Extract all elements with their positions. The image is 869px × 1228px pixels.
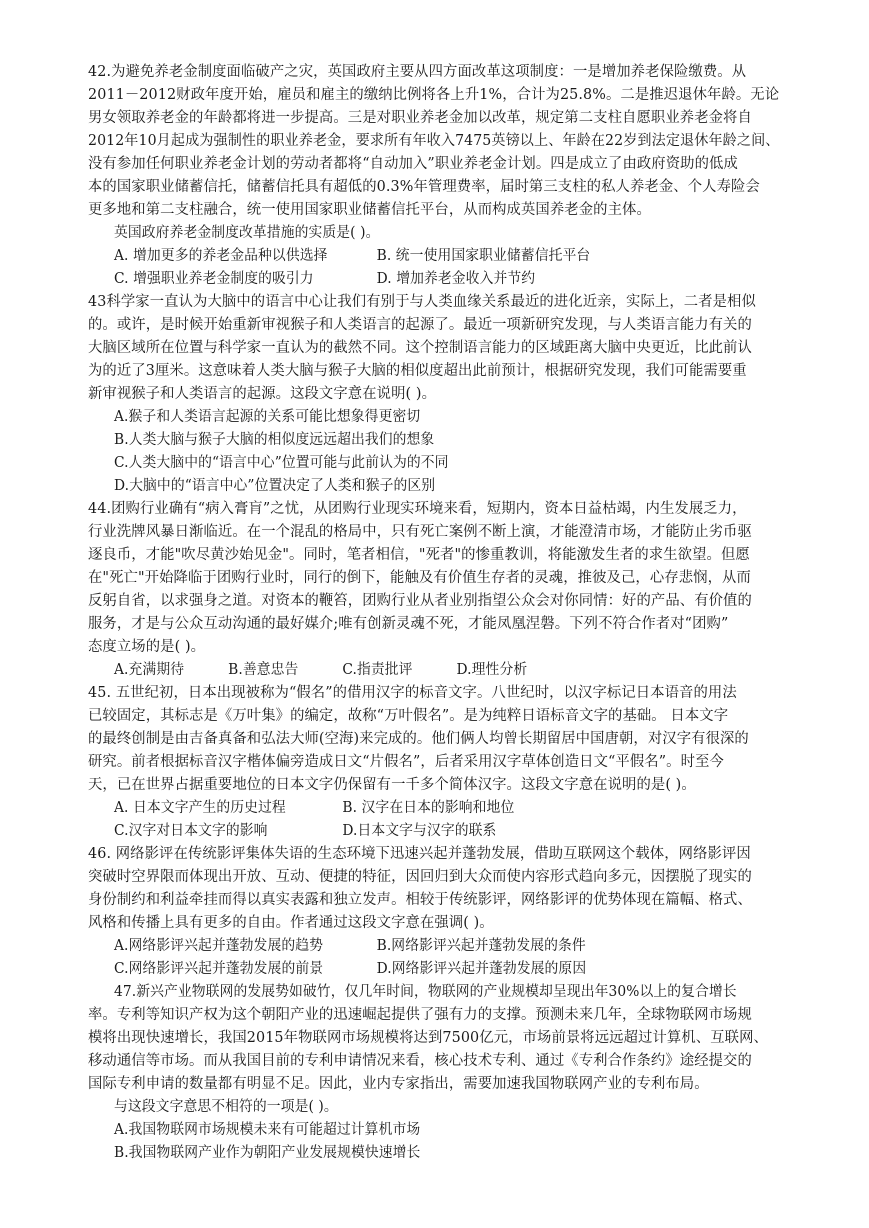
q46-option-c: C.网络影评兴起并蓬勃发展的前景: [114, 961, 324, 977]
q44-line: 服务，才是与公众互动沟通的最好媒介;唯有创新灵魂不死，才能凤凰涅磐。下列不符合作者对“团购”: [88, 616, 729, 632]
q42-option-c: C. 增强职业养老金制度的吸引力: [114, 271, 314, 287]
q46-option-d: D.网络影评兴起并蓬勃发展的原因: [376, 961, 587, 977]
q45-option-b: B. 汉字在日本的影响和地位: [342, 800, 515, 816]
q44-line: 逐良币，才能"吹尽黄沙始见金"。同时，笔者相信，"死者"的惨重教训，将能激发生者的求生欲望。但愿: [88, 547, 750, 563]
q44-line: 态度立场的是( )。: [88, 639, 206, 655]
q47-line: 国际专利申请的数量都有明显不足。因此，业内专家指出，需要加速我国物联网产业的专利布局。: [88, 1076, 709, 1092]
q42-line: 2011－2012财政年度开始，雇员和雇主的缴纳比例将各上升1%，合计为25.8%。二是推迟退休年龄。无论: [88, 87, 780, 103]
q45-line: 天，已在世界占据重要地位的日本文字仍保留有一千多个简体汉字。这段文字意在说明的是( )。: [88, 777, 696, 793]
q43-line: 43科学家一直认为大脑中的语言中心让我们有别于与人类血缘关系最近的进化近亲，实际上，二者是相似: [88, 294, 756, 310]
q47-question: 与这段文字意思不相符的一项是( )。: [114, 1099, 338, 1115]
q46-line: 风格和传播上具有更多的自由。作者通过这段文字意在强调( )。: [88, 915, 494, 931]
q44-line: 在"死亡"开始降临于团购行业时，同行的倒下，能触及有价值生存者的灵魂，推彼及己，心存悲悯，从而: [88, 570, 751, 586]
q42-option-d: D. 增加养老金收入并节约: [376, 271, 536, 287]
q46-options-row: [114, 958, 780, 980]
q46-option-b: B.网络影评兴起并蓬勃发展的条件: [376, 938, 586, 954]
q46-options-row: [114, 935, 780, 957]
q42-option-b: B. 统一使用国家职业储蓄信托平台: [376, 248, 591, 264]
q44-option-b: B.善意忠告: [228, 662, 299, 678]
q44-option-c: C.指责批评: [342, 662, 413, 678]
q42-line: 42.为避免养老金制度面临破产之灾，英国政府主要从四方面改革这项制度：一是增加养老保险缴费。从: [88, 64, 747, 80]
q44-option-d: D.理性分析: [456, 662, 528, 678]
q44-line: 行业洗牌风暴日渐临近。在一个混乱的格局中，只有死亡案例不断上演，才能澄清市场，才能防止劣币驱: [88, 524, 752, 540]
q45-line: 研究。前者根据标音汉字楷体偏旁造成日文“片假名”，后者采用汉字草体创造日文“平假名”。时至今: [88, 754, 724, 770]
q42-options-row: [114, 245, 780, 267]
q43-option-c: C.人类大脑中的“语言中心”位置可能与此前认为的不同: [114, 455, 449, 471]
q47-line: 模将出现快速增长，我国2015年物联网市场规模将达到7500亿元，市场前景将远远超过计算机、互联网、: [88, 1030, 768, 1046]
q45-option-d: D.日本文字与汉字的联系: [342, 823, 497, 839]
q42-option-a: A. 增加更多的养老金品种以供选择: [114, 248, 328, 264]
q42-line: 本的国家职业储蓄信托，储蓄信托具有超低的0.3%年管理费率，届时第三支柱的私人养老金、个人寿险会: [88, 179, 760, 195]
q45-line: 45. 五世纪初，日本出现被称为“假名”的借用汉字的标音文字。八世纪时，以汉字标记日本语音的用法: [88, 685, 737, 701]
q45-option-c: C.汉字对日本文字的影响: [114, 823, 268, 839]
q43-option-a: A.猴子和人类语言起源的关系可能比想象得更密切: [114, 409, 421, 425]
q46-line: 46. 网络影评在传统影评集体失语的生态环境下迅速兴起并蓬勃发展，借助互联网这个载体，网络影评因: [88, 846, 751, 862]
q43-line: 新审视猴子和人类语言的起源。这段文字意在说明( )。: [88, 386, 437, 402]
q42-line: 2012年10月起成为强制性的职业养老金，要求所有年收入7475英镑以上、年龄在22岁到法定退休年龄之间、: [88, 133, 780, 149]
q45-line: 的最终创制是由吉备真备和弘法大师(空海)来完成的。他们俩人均曾长期留居中国唐朝，对汉字有很深的: [88, 731, 749, 747]
q47-option-a: A.我国物联网市场规模未来有可能超过计算机市场: [114, 1122, 421, 1138]
q44-options-row: [114, 659, 780, 681]
q47-line: 移动通信等市场。而从我国目前的专利申请情况来看，核心技术专利、通过《专利合作条约》途经提交的: [88, 1053, 752, 1069]
q45-line: 已较固定，其标志是《万叶集》的编定，故称“万叶假名”。是为纯粹日语标音文字的基础。 日本文字: [88, 708, 729, 724]
q42-line: 男女领取养老金的年龄都将进一步提高。三是对职业养老金加以改革，规定第二支柱自愿职业养老金将自: [88, 110, 752, 126]
q44-line: 44.团购行业确有“病入膏肓”之忧，从团购行业现实环境来看，短期内，资本日益枯竭，内生发展乏力，: [88, 501, 747, 517]
q42-line: 更多地和第二支柱融合，统一使用国家职业储蓄信托平台，从而构成英国养老金的主体。: [88, 202, 651, 218]
q46-line: 突破时空界限而体现出开放、互动、便捷的特征，因回归到大众而使内容形式趋向多元，因摆脱了现实的: [88, 869, 752, 885]
q45-option-a: A. 日本文字产生的历史过程: [114, 800, 286, 816]
q47-line: 47.新兴产业物联网的发展势如破竹，仅几年时间，物联网的产业规模却呈现出年30%以上的复合增长: [114, 984, 737, 1000]
q42-line: 没有参加任何职业养老金计划的劳动者都将“自动加入”职业养老金计划。四是成立了由政府资助的低成: [88, 156, 738, 172]
q43-line: 为的近了3厘米。这意味着人类大脑与猴子大脑的相似度超出此前预计，根据研究发现，我们可能需要重: [88, 363, 747, 379]
q42-options-row: [114, 268, 780, 290]
q46-option-a: A.网络影评兴起并蓬勃发展的趋势: [114, 938, 324, 954]
q44-line: 反躬自省，以求强身之道。对资本的鞭笞，团购行业从者业别指望公众会对你同情：好的产品、有价值的: [88, 593, 752, 609]
q45-options-row: [114, 797, 780, 819]
q45-options-row: [114, 820, 780, 842]
q43-line: 的。或许，是时候开始重新审视猴子和人类语言的起源了。最近一项新研究发现，与人类语言能力有关的: [88, 317, 752, 333]
q43-option-d: D.大脑中的“语言中心”位置决定了人类和猴子的区别: [114, 478, 436, 494]
q43-line: 大脑区域所在位置与科学家一直认为的截然不同。这个控制语言能力的区域距离大脑中央更近，比此前认: [88, 340, 752, 356]
q46-line: 身份制约和利益牵挂而得以真实表露和独立发声。相较于传统影评，网络影评的优势体现在篇幅、格式、: [88, 892, 752, 908]
q47-option-b: B.我国物联网产业作为朝阳产业发展规模快速增长: [114, 1145, 421, 1161]
q42-question: 英国政府养老金制度改革措施的实质是( )。: [114, 225, 380, 241]
q43-option-b: B.人类大脑与猴子大脑的相似度远远超出我们的想象: [114, 432, 435, 448]
q47-line: 率。专利等知识产权为这个朝阳产业的迅速崛起提供了强有力的支撑。预测未来几年，全球物联网市场规: [88, 1007, 752, 1023]
q44-option-a: A.充满期待: [114, 662, 185, 678]
